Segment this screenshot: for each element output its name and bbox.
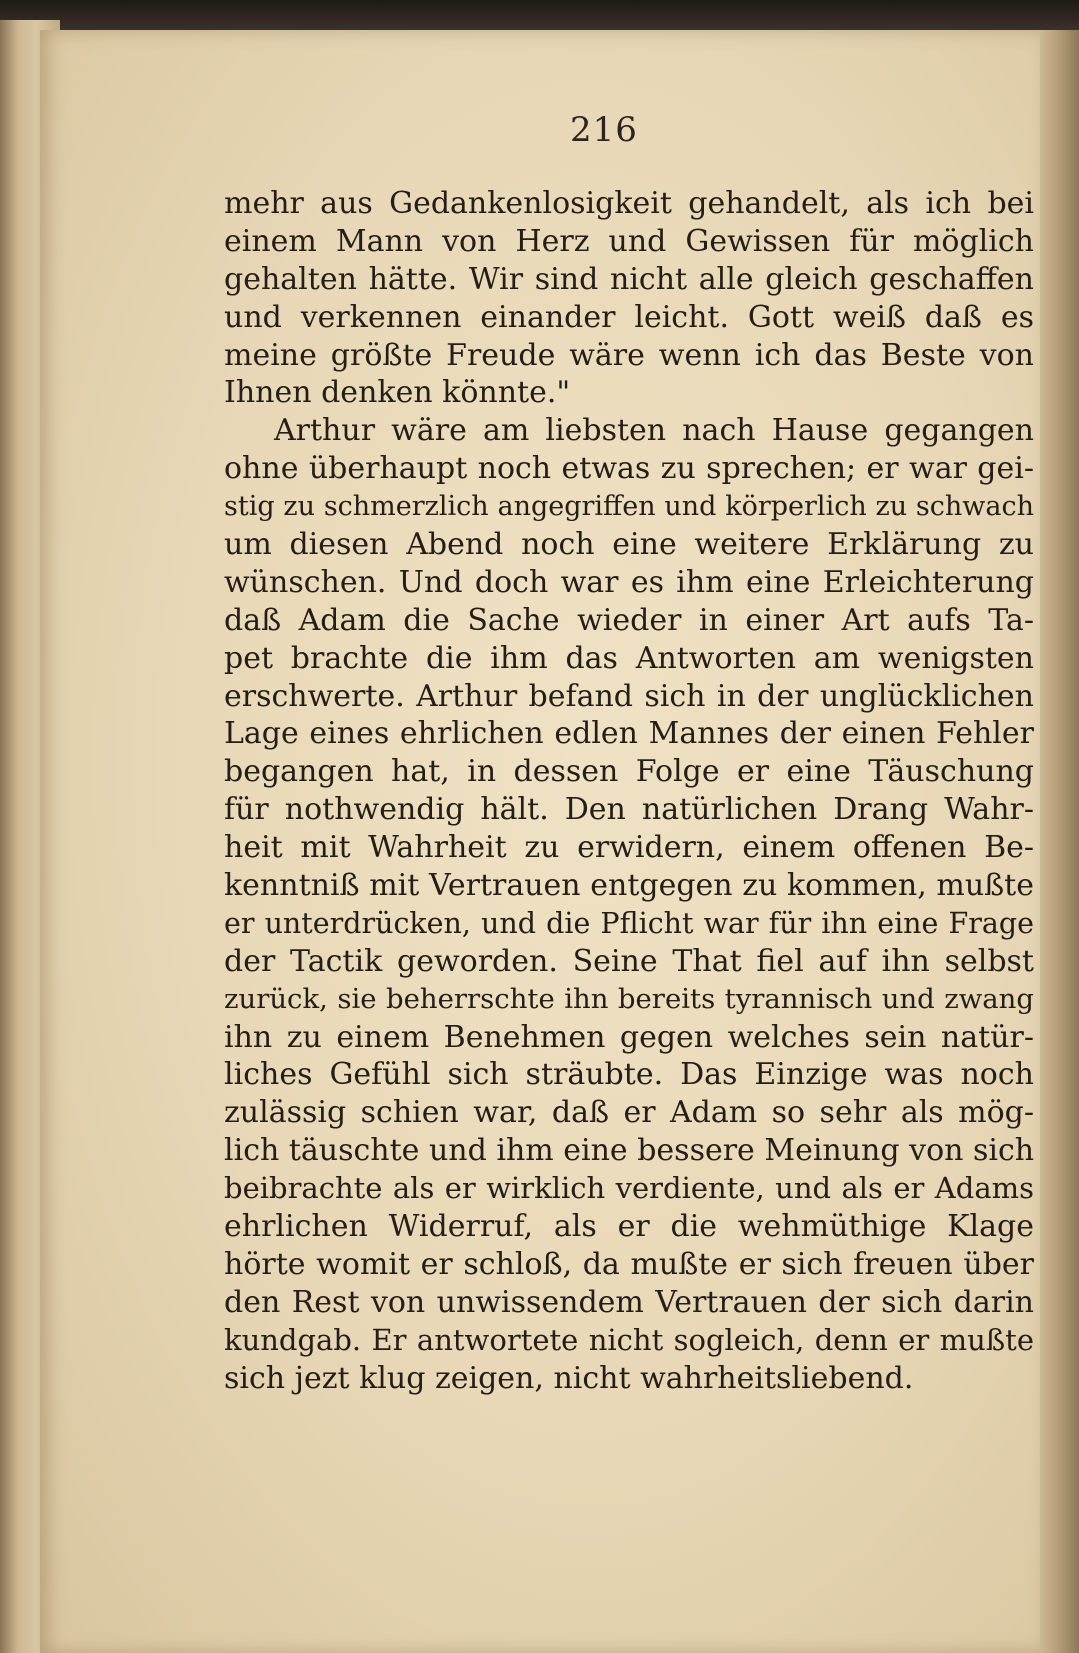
text-line: und verkennen einander leicht. Gott weiß daß es: [224, 299, 1034, 335]
text-line: für nothwendig hält. Den natürlichen Drang Wahr-: [224, 792, 1034, 828]
text-line: um diesen Abend noch eine weitere Erklärung zu: [224, 527, 1034, 563]
text-line: den Rest von unwissendem Vertrauen der sich darin: [224, 1284, 1034, 1320]
text-line: pet brachte die ihm das Antworten am wenigsten: [224, 640, 1034, 676]
text-line: hörte womit er schloß, da mußte er sich freuen über: [224, 1246, 1034, 1282]
text-line: ihn zu einem Benehmen gegen welches sein natür-: [224, 1019, 1034, 1055]
text-line: Arthur wäre am liebsten nach Hause gegangen: [274, 413, 1034, 449]
text-line: kundgab. Er antwortete nicht sogleich, denn er mußte: [224, 1322, 1034, 1357]
page-number: 216: [570, 110, 638, 150]
text-line: mehr aus Gedankenlosigkeit gehandelt, als ich bei: [224, 186, 1034, 221]
text-line: erschwerte. Arthur befand sich in der unglücklichen: [224, 678, 1034, 714]
text-line: Lage eines ehrlichen edlen Mannes der einen Fehler: [224, 716, 1034, 752]
text-line: sich jezt klug zeigen, nicht wahrheitsliebend.: [224, 1360, 914, 1396]
page-edges: [1040, 30, 1079, 1653]
text-line: einem Mann von Herz und Gewissen für möglich: [224, 223, 1034, 259]
text-line: der Tactik geworden. Seine That fiel auf ihn selbst: [224, 943, 1034, 979]
text-line: heit mit Wahrheit zu erwidern, einem offenen Be-: [224, 830, 1034, 866]
text-line: ehrlichen Widerruf, als er die wehmüthige Klage: [224, 1209, 1034, 1245]
text-line: Ihnen denken könnte.": [224, 375, 571, 411]
text-line: wünschen. Und doch war es ihm eine Erleichterung: [224, 564, 1034, 600]
text-line: meine größte Freude wäre wenn ich das Beste von: [224, 337, 1034, 373]
text-line: gehalten hätte. Wir sind nicht alle gleich geschaffen: [224, 261, 1034, 297]
text-line: zulässig schien war, daß er Adam so sehr als mög-: [224, 1095, 1034, 1131]
text-line: er unterdrücken, und die Pflicht war für ihn eine Frage: [224, 906, 1034, 940]
text-line: lich täuschte und ihm eine bessere Meinung von sich: [224, 1133, 1035, 1169]
text-line: liches Gefühl sich sträubte. Das Einzige was noch: [224, 1057, 1034, 1093]
text-line: kenntniß mit Vertrauen entgegen zu kommen, mußte: [224, 868, 1034, 904]
text-line: daß Adam die Sache wieder in einer Art aufs Ta-: [224, 602, 1034, 638]
book-cover-top: [0, 0, 1079, 30]
text-line: stig zu schmerzlich angegriffen und körperlich zu schwach: [224, 491, 1034, 523]
text-line: begangen hat, in dessen Folge er eine Täuschung: [224, 754, 1034, 790]
text-line: ohne überhaupt noch etwas zu sprechen; er war gei-: [224, 451, 1034, 487]
text-line: zurück, sie beherrschte ihn bereits tyrannisch und zwang: [224, 982, 1034, 1015]
text-line: beibrachte als er wirklich verdiente, und als er Adams: [224, 1171, 1034, 1206]
page-body: [224, 185, 1034, 1398]
